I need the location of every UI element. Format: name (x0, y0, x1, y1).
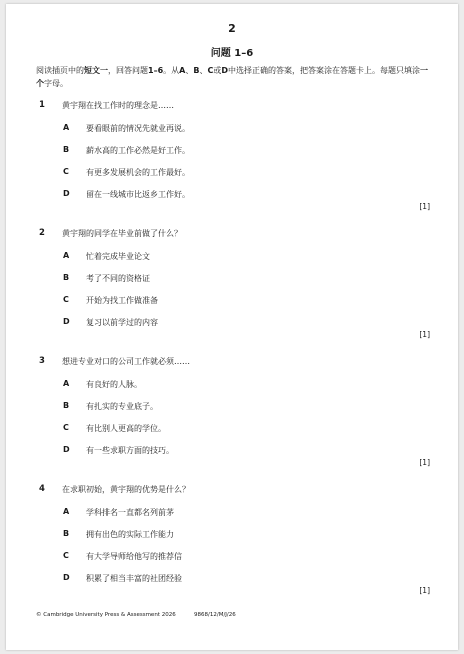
option-letter: D (63, 445, 70, 454)
option-text: 有大学导师给他写的推荐信 (86, 552, 182, 561)
option-letter: C (63, 423, 69, 432)
option-letter: C (63, 551, 69, 560)
option-text: 学科排名一直都名列前茅 (86, 508, 174, 517)
option-text: 薪水高的工作必然是好工作。 (86, 146, 190, 155)
option-letter: C (63, 167, 69, 176)
section-title: 问题 1–6 (210, 48, 254, 59)
option-text: 有更多发展机会的工作最好。 (86, 168, 190, 177)
option-letter: A (63, 123, 70, 132)
question-number: 1 (39, 100, 45, 110)
option-letter: B (63, 529, 70, 538)
option-text: 有良好的人脉。 (86, 380, 142, 389)
mark-allocation: [1] (419, 330, 430, 339)
question-text: 想进专业对口的公司工作就必须…… (62, 357, 190, 366)
question-number: 2 (39, 228, 45, 238)
option-text: 开始为找工作做准备 (86, 296, 158, 305)
option-letter: D (63, 317, 70, 326)
option-letter: B (63, 145, 70, 154)
instructions: 阅读插页中的短文一，回答问题1–6。从A、B、C或D中选择正确的答案，把答案涂在答题卡上。每题只填涂一个字母。 (36, 66, 428, 88)
option-text: 有比别人更高的学位。 (86, 424, 166, 433)
question-number: 4 (39, 484, 45, 494)
mark-allocation: [1] (419, 458, 430, 467)
question-text: 在求职初始，黄宇翔的优势是什么？ (62, 485, 190, 494)
question-text: 黄宇翔的同学在毕业前做了什么？ (62, 229, 182, 238)
option-letter: B (63, 401, 70, 410)
option-letter: A (63, 251, 70, 260)
option-letter: A (63, 507, 70, 516)
option-letter: B (63, 273, 70, 282)
option-text: 有扎实的专业底子。 (86, 402, 158, 411)
question-number: 3 (39, 356, 45, 366)
option-text: 要看眼前的情况先就业再说。 (86, 124, 190, 133)
option-letter: D (63, 189, 70, 198)
option-text: 留在一线城市比返乡工作好。 (86, 190, 190, 199)
exam-page (6, 4, 458, 650)
option-text: 拥有出色的实际工作能力 (86, 530, 174, 539)
option-text: 有一些求职方面的技巧。 (86, 446, 174, 455)
mark-allocation: [1] (419, 586, 430, 595)
footer-copyright: © Cambridge University Press & Assessment 2026 (36, 612, 176, 618)
page-number: 2 (228, 22, 236, 35)
option-letter: A (63, 379, 70, 388)
option-letter: C (63, 295, 69, 304)
option-text: 复习以前学过的内容 (86, 318, 158, 327)
question-text: 黄宇翔在找工作时的理念是…… (62, 101, 174, 110)
mark-allocation: [1] (419, 202, 430, 211)
footer-paper-code: 9868/12/M/J/26 (194, 612, 236, 618)
option-letter: D (63, 573, 70, 582)
option-text: 积累了相当丰富的社团经验 (86, 574, 182, 583)
option-text: 考了不同的资格证 (86, 274, 150, 283)
option-text: 忙着完成毕业论文 (86, 252, 150, 261)
